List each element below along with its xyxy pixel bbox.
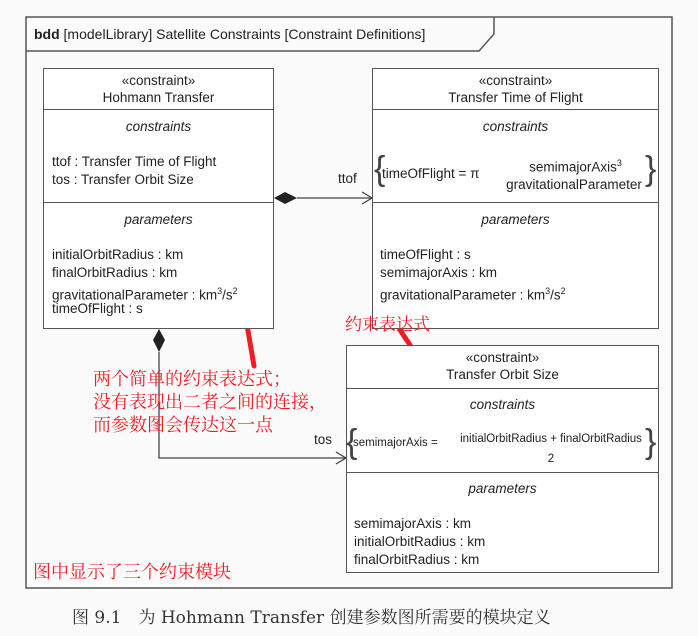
constraint-property: tos : Transfer Orbit Size: [52, 172, 194, 187]
figure-caption: 图 9.1 为 Hohmann Transfer 创建参数图所需要的模块定义: [72, 608, 551, 628]
annotation-note-line: 两个简单的约束表达式；: [93, 369, 291, 389]
stereotype: «constraint»: [121, 73, 196, 88]
formula-numerator: initialOrbitRadius + finalOrbitRadius: [460, 433, 642, 445]
brace-left: {: [374, 150, 386, 188]
divider: [347, 472, 658, 473]
annotation-expression: 约束表达式: [345, 315, 430, 334]
divider: [44, 202, 273, 203]
divider: [373, 202, 658, 203]
formula-lhs: timeOfFlight = π: [382, 166, 480, 181]
parameter: finalOrbitRadius : km: [354, 552, 480, 567]
parameter: semimajorAxis : km: [380, 265, 498, 280]
stereotype: «constraint»: [465, 350, 540, 365]
connector-label-tos: tos: [314, 432, 333, 447]
parameters-label: parameters: [481, 212, 550, 227]
divider: [347, 388, 658, 389]
constraints-label: constraints: [469, 397, 536, 412]
parameters-label: parameters: [124, 212, 193, 227]
block-name: Hohmann Transfer: [102, 90, 215, 105]
constraints-label: constraints: [482, 119, 549, 134]
parameter: timeOfFlight : s: [380, 247, 471, 262]
formula-numerator: semimajorAxis$^3$: [529, 158, 622, 175]
parameters-label: parameters: [468, 481, 537, 496]
formula-denominator: gravitationalParameter: [506, 177, 642, 192]
block-name: Transfer Time of Flight: [448, 90, 583, 105]
brace-right: }: [645, 423, 657, 461]
formula-lhs: semimajorAxis =: [353, 437, 438, 449]
parameter: gravitationalParameter : $km^3/s^2$: [380, 286, 566, 303]
block-transfer-time-of-flight[interactable]: [372, 68, 659, 329]
constraints-label: constraints: [125, 119, 192, 134]
divider: [373, 109, 658, 110]
frame-header: bdd [modelLibrary] Satellite Constraints [Constraint Definitions]: [34, 26, 426, 42]
parameter: initialOrbitRadius : km: [52, 247, 184, 262]
annotation-note-line: 没有表现出二者之间的连接，: [93, 392, 327, 412]
annotation-three-blocks: 图中显示了三个约束模块: [33, 562, 231, 582]
connector-label-ttof: ttof: [338, 171, 357, 186]
stereotype: «constraint»: [478, 73, 553, 88]
composition-diamond-ttof: [274, 192, 297, 204]
block-transfer-orbit-size[interactable]: [346, 345, 659, 573]
parameter: finalOrbitRadius : km: [52, 265, 178, 280]
parameter: timeOfFlight : s: [52, 301, 143, 316]
formula-denominator: 2: [547, 453, 555, 465]
divider: [44, 109, 273, 110]
parameter: semimajorAxis : km: [354, 516, 472, 531]
block-hohmann-transfer[interactable]: [43, 68, 274, 329]
block-name: Transfer Orbit Size: [446, 367, 559, 382]
annotation-note-line: 而参数图会传达这一点: [93, 415, 273, 435]
brace-left: {: [346, 423, 358, 461]
brace-right: }: [645, 150, 657, 188]
parameter: gravitationalParameter : $km^3/s^2$: [52, 286, 238, 303]
composition-diamond-tos: [153, 329, 165, 352]
parameter: initialOrbitRadius : km: [354, 534, 486, 549]
constraint-property: ttof : Transfer Time of Flight: [52, 154, 217, 169]
